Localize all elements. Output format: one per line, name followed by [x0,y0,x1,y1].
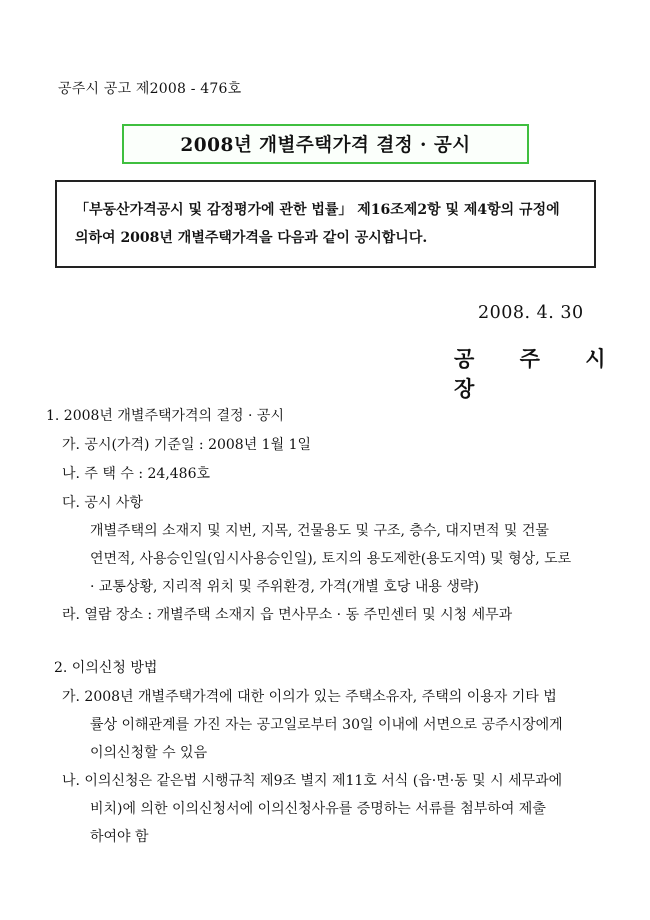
document-title-box [122,124,529,164]
section-2-item-na-line-1: 나. 이의신청은 같은법 시행규칙 제9조 별지 제11호 서식 (읍·면·동 및 시 세무과에 [62,773,563,789]
section-2-item-ga-line-1: 가. 2008년 개별주택가격에 대한 이의가 있는 주택소유자, 주택의 이용자 기타 법 [62,689,557,705]
notice-date: 2008. 4. 30 [478,303,584,323]
section-1-item-da-line-3: · 교통상황, 지리적 위치 및 주위환경, 가격(개별 호당 내용 생략) [90,579,479,595]
section-2-item-ga-line-2: 률상 이해관계를 가진 자는 공고일로부터 30일 이내에 서면으로 공주시장에게 [90,717,563,733]
section-2-item-na-line-2: 비치)에 의한 이의신청서에 이의신청사유를 증명하는 서류를 첨부하여 제출 [90,801,546,817]
section-1-item-da: 다. 공시 사항 [62,495,143,511]
section-1-heading: 1. 2008년 개별주택가격의 결정 · 공시 [46,408,284,424]
legal-basis-box [55,180,596,268]
section-1-item-ra: 라. 열람 장소 : 개별주택 소재지 읍 면사무소 · 동 주민센터 및 시청 세무과 [62,607,513,623]
section-2-item-ga-line-3: 이의신청할 수 있음 [90,745,208,761]
section-2-item-na-line-3: 하여야 함 [90,829,149,845]
section-1-item-da-line-1: 개별주택의 소재지 및 지번, 지목, 건물용도 및 구조, 층수, 대지면적 및 건물 [90,523,549,539]
section-1-item-na: 나. 주 택 수 : 24,486호 [62,466,211,482]
issuer-name: 공 주 시 장 [454,346,625,401]
notice-number: 공주시 공고 제2008 - 476호 [58,81,242,97]
section-1-item-da-line-2: 연면적, 사용승인일(임시사용승인일), 토지의 용도제한(용도지역) 및 형상, 도로 [90,551,572,567]
section-1-item-ga: 가. 공시(가격) 기준일 : 2008년 1월 1일 [62,437,311,453]
legal-basis-line-1: 「부동산가격공시 및 감정평가에 관한 법률」 제16조제2항 및 제4항의 규정에 [75,202,560,218]
legal-basis-line-2: 의하여 2008년 개별주택가격을 다음과 같이 공시합니다. [75,230,428,246]
document-title: 2008년 개별주택가격 결정 · 공시 [180,135,471,156]
section-2-heading: 2. 이의신청 방법 [54,660,158,676]
